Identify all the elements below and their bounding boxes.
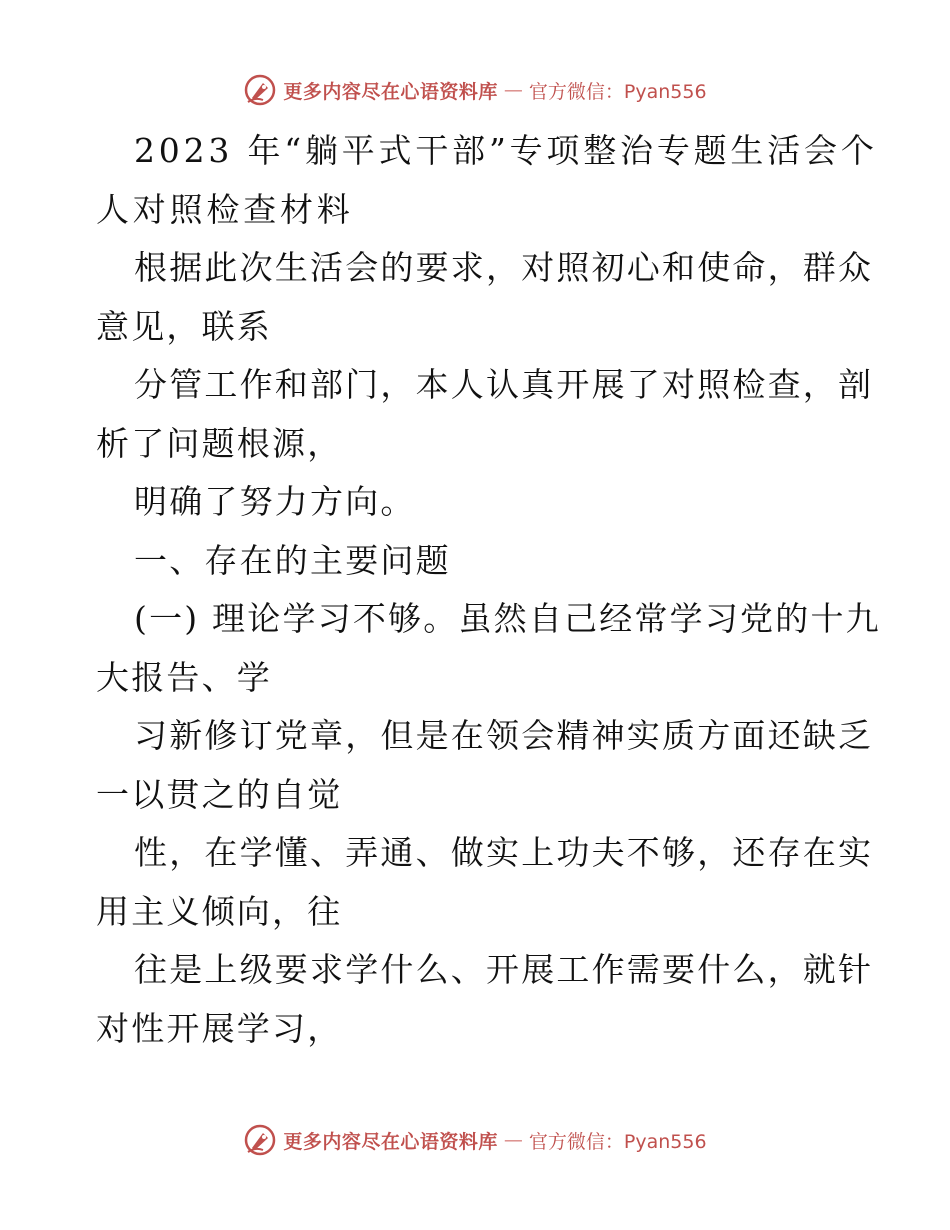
paragraph-line: 用主义倾向，往	[96, 891, 343, 931]
section-heading: 一、存在的主要问题	[134, 540, 451, 580]
watermark-separator: —	[503, 79, 523, 101]
paragraph-line: 习新修订党章，但是在领会精神实质方面还缺乏	[134, 716, 874, 755]
paragraph-line: 对性开展学习，	[96, 1008, 343, 1048]
watermark-text: 更多内容尽在心语资料库	[283, 1130, 498, 1153]
paragraph-line: 明确了努力方向。	[134, 482, 416, 521]
watermark-wechat: 官方微信：Pyan556	[528, 1130, 707, 1153]
document-title-line-1: 2023 年“躺平式干部”专项整治专题生活会个	[134, 131, 878, 170]
paragraph-line: (一) 理论学习不够。虽然自己经常学习党的十九	[134, 599, 881, 638]
paragraph-line: 一以贯之的自觉	[96, 774, 343, 814]
document-body	[96, 122, 881, 1058]
paragraph-line: 性，在学懂、弄通、做实上功夫不够，还存在实	[134, 833, 874, 872]
paragraph-line: 意见，联系	[96, 306, 272, 346]
paragraph-line: 分管工作和部门，本人认真开展了对照检查，剖	[134, 365, 874, 404]
document-title-line-2: 人对照检查材料	[96, 189, 354, 229]
paragraph-line: 析了问题根源，	[96, 423, 343, 463]
pen-nib-logo-icon	[243, 1123, 277, 1157]
pen-nib-logo-icon	[243, 73, 277, 107]
watermark-wechat: 官方微信：Pyan556	[528, 80, 707, 103]
watermark-separator: —	[503, 1129, 523, 1151]
paragraph-line: 往是上级要求学什么、开展工作需要什么，就针	[134, 950, 874, 989]
paragraph-line: 根据此次生活会的要求，对照初心和使命，群众	[134, 248, 874, 287]
watermark-text: 更多内容尽在心语资料库	[283, 80, 498, 103]
paragraph-line: 大报告、学	[96, 657, 272, 697]
watermark-footer	[0, 1118, 950, 1162]
watermark-header	[0, 68, 950, 112]
